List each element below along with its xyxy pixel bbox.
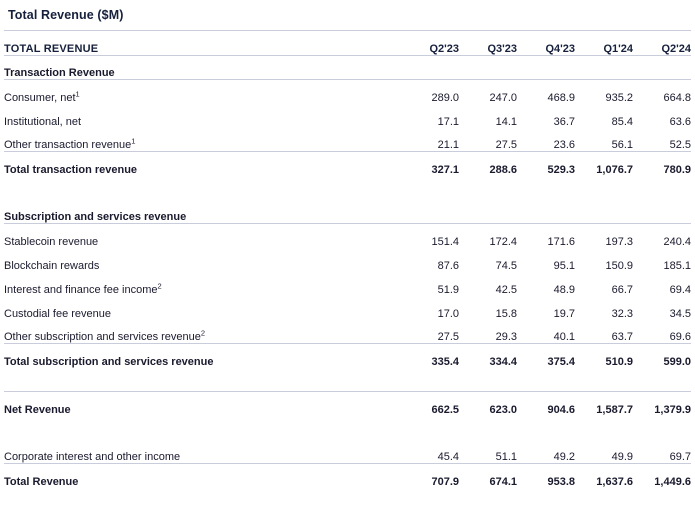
page-title: Total Revenue ($M) [8,8,124,22]
column-header-label: TOTAL REVENUE [4,31,401,56]
row-value: 288.6 [459,152,517,176]
row-value: 34.5 [669,307,691,320]
row-label: Total subscription and services revenue [4,344,401,368]
row-value: 623.0 [459,392,517,416]
table-row [4,224,691,248]
spacer-cell [4,416,691,440]
table-row [4,248,691,272]
table-row [4,392,691,416]
row-value: 953.8 [517,464,575,488]
row-label: Stablecoin revenue [4,235,99,248]
row-value: 48.9 [553,283,575,296]
row-value: 1,587.7 [575,392,633,416]
row-value: 171.6 [547,235,575,248]
row-value [633,200,691,224]
row-value: 14.1 [495,115,517,128]
row-value: 334.4 [459,344,517,368]
table-row [4,344,691,368]
row-value: 150.9 [605,259,633,272]
row-label: Other transaction revenue$^1$ [4,136,136,151]
row-value: 52.5 [669,139,691,151]
table-row [4,320,691,344]
row-label: Subscription and services revenue [4,200,401,224]
table-row [4,272,691,296]
column-header-q1-24: Q1'24 [575,31,633,56]
row-value: 85.4 [611,115,633,128]
row-value: 49.9 [611,451,633,463]
row-value: 1,449.6 [633,464,691,488]
row-value [633,56,691,80]
row-label: Blockchain rewards [4,259,100,272]
footnote-marker: 2 [157,280,162,290]
row-value: 662.5 [401,392,459,416]
row-value [575,56,633,80]
row-value [401,200,459,224]
table-header-row [4,31,691,56]
spacer-cell [4,368,691,392]
row-value: 40.1 [553,331,575,343]
table-row [4,152,691,176]
row-label: Net Revenue [4,392,401,416]
footnote-marker: 1 [131,136,136,146]
row-value: 69.7 [669,451,691,463]
row-value: 27.5 [437,331,459,343]
row-value: 87.6 [437,259,459,272]
row-value: 63.7 [611,331,633,343]
row-value: 375.4 [517,344,575,368]
table-body [4,56,691,488]
table-spacer-row [4,176,691,200]
table-row [4,440,691,464]
row-value: 529.3 [517,152,575,176]
row-value [575,200,633,224]
row-value: 935.2 [605,91,633,104]
row-value: 15.8 [495,307,517,320]
row-value: 63.6 [669,115,691,128]
row-value: 66.7 [611,283,633,296]
row-value: 29.3 [495,331,517,343]
row-value: 23.6 [553,139,575,151]
row-value: 27.5 [495,139,517,151]
row-label: Transaction Revenue [4,56,401,80]
row-value [459,200,517,224]
row-value: 468.9 [547,91,575,104]
table-row [4,200,691,224]
column-header-q4-23: Q4'23 [517,31,575,56]
row-value: 42.5 [495,283,517,296]
column-header-q2-24: Q2'24 [633,31,691,56]
row-value: 707.9 [401,464,459,488]
row-value: 151.4 [431,235,459,248]
row-value: 335.4 [401,344,459,368]
row-value: 36.7 [553,115,575,128]
row-value: 664.8 [663,91,691,104]
row-value: 45.4 [437,451,459,463]
row-value: 327.1 [401,152,459,176]
row-value [517,56,575,80]
column-header-q2-23: Q2'23 [401,31,459,56]
row-value: 17.1 [437,115,459,128]
row-value: 56.1 [611,139,633,151]
row-label: Custodial fee revenue [4,307,112,320]
table-header [4,31,691,56]
table-row [4,56,691,80]
row-label: Corporate interest and other income [4,451,181,463]
row-value: 510.9 [575,344,633,368]
row-label: Institutional, net [4,115,82,128]
row-value [517,200,575,224]
row-value: 289.0 [431,91,459,104]
row-label: Interest and finance fee income$^2$ [4,280,162,296]
row-value: 17.0 [437,307,459,320]
table-row [4,464,691,488]
row-value: 1,076.7 [575,152,633,176]
row-value: 185.1 [663,259,691,272]
footnote-marker: 1 [75,88,80,98]
spacer-cell [4,176,691,200]
row-value: 32.3 [611,307,633,320]
row-value: 197.3 [605,235,633,248]
row-value: 69.6 [669,331,691,343]
row-value: 74.5 [495,259,517,272]
row-value: 19.7 [553,307,575,320]
row-value [401,56,459,80]
table-row [4,296,691,320]
row-label: Total Revenue [4,464,401,488]
total-revenue-table [4,30,691,488]
row-value: 240.4 [663,235,691,248]
row-value: 780.9 [633,152,691,176]
table-spacer-row [4,416,691,440]
row-value: 674.1 [459,464,517,488]
table-row [4,80,691,104]
row-value: 95.1 [553,259,575,272]
row-value: 904.6 [517,392,575,416]
column-header-q3-23: Q3'23 [459,31,517,56]
row-label: Other subscription and services revenue$^2$ [4,328,206,343]
footnote-marker: 2 [200,328,206,338]
row-value: 172.4 [489,235,517,248]
row-label: Total transaction revenue [4,152,401,176]
table-row [4,128,691,152]
row-value: 247.0 [489,91,517,104]
table-row [4,104,691,128]
table-spacer-row [4,368,691,392]
row-value: 69.4 [669,283,691,296]
row-value: 1,637.6 [575,464,633,488]
row-value [459,56,517,80]
row-value: 1,379.9 [633,392,691,416]
row-value: 21.1 [437,139,459,151]
row-value: 49.2 [553,451,575,463]
row-value: 599.0 [633,344,691,368]
row-value: 51.9 [437,283,459,296]
row-label: Consumer, net$^1$ [4,88,80,104]
row-value: 51.1 [495,451,517,463]
